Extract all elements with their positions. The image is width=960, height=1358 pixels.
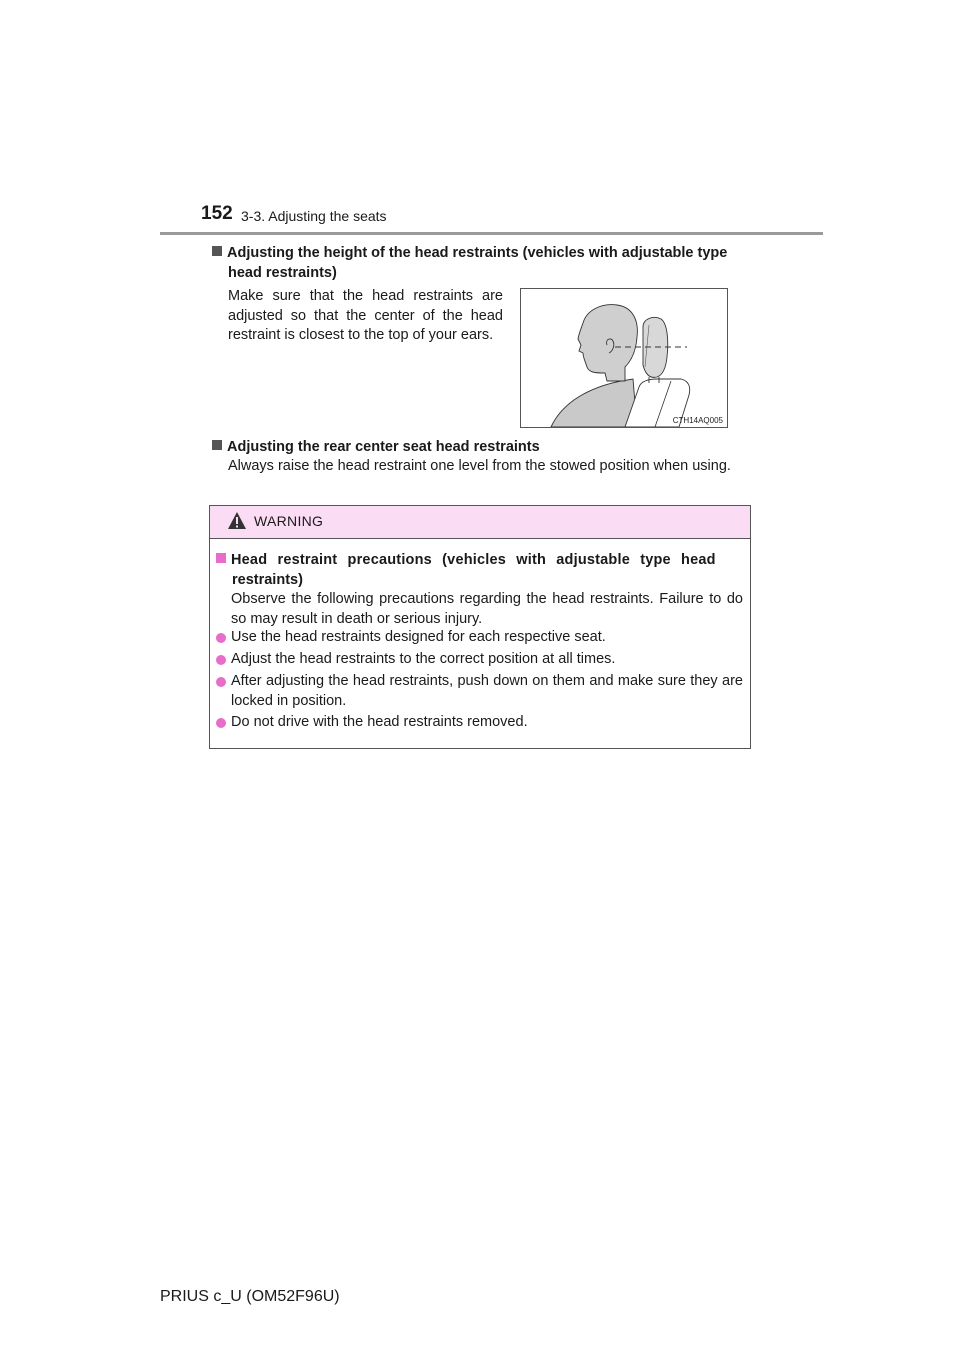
bullet-dot-icon (216, 677, 226, 687)
head-restraint-illustration (520, 288, 728, 428)
section-title: 3-3. Adjusting the seats (241, 208, 387, 224)
bullet-dot-icon (216, 718, 226, 728)
warning-heading-line-1: Head restraint precautions (vehicles with adjustable type head (231, 552, 716, 568)
bullet-text: Do not drive with the head restraints removed. (231, 714, 528, 730)
square-bullet-icon (212, 246, 222, 256)
bullet-dot-icon (216, 655, 226, 665)
footer-model-code: PRIUS c_U (OM52F96U) (160, 1288, 340, 1305)
bullet-text: After adjusting the head restraints, push down on them and make sure they are locked in position. (231, 673, 743, 709)
square-bullet-icon (212, 440, 222, 450)
section-heading-rear-center (212, 437, 757, 457)
bullet-text: Adjust the head restraints to the correct position at all times. (231, 651, 616, 667)
warning-heading-line-2: restraints) (232, 572, 303, 588)
warning-bullet (216, 650, 743, 670)
warning-intro: Observe the following precautions regarding the head restraints. Failure to do so may result in death or serious injury. (231, 591, 743, 627)
warning-bullet (216, 713, 743, 733)
warning-title: WARNING (254, 513, 324, 529)
heading-line-1: Adjusting the height of the head restraints (vehicles with adjustable type (227, 245, 728, 261)
warning-heading (216, 550, 743, 590)
warning-bullet (216, 672, 743, 711)
page-number: 152 (201, 203, 233, 224)
header-divider (160, 232, 823, 235)
bullet-text: Use the head restraints designed for each respective seat. (231, 629, 606, 645)
warning-triangle-icon (227, 511, 247, 530)
bullet-dot-icon (216, 633, 226, 643)
driver-head-restraint-drawing (521, 289, 727, 427)
square-bullet-icon (216, 553, 226, 563)
section-heading-height-adjust (212, 243, 757, 283)
heading-text: Adjusting the rear center seat head restraints (227, 439, 540, 455)
figure-code: CTH14AQ005 (672, 416, 723, 425)
warning-bullet (216, 628, 743, 648)
warning-box (209, 505, 751, 749)
warning-header (210, 506, 750, 539)
rear-center-instructions: Always raise the head restraint one level from the stowed position when using. (228, 458, 731, 474)
heading-line-2: head restraints) (228, 265, 337, 281)
height-adjust-instructions: Make sure that the head restraints are adjusted so that the center of the head restraint is closest to the top of your ears. (228, 288, 503, 343)
